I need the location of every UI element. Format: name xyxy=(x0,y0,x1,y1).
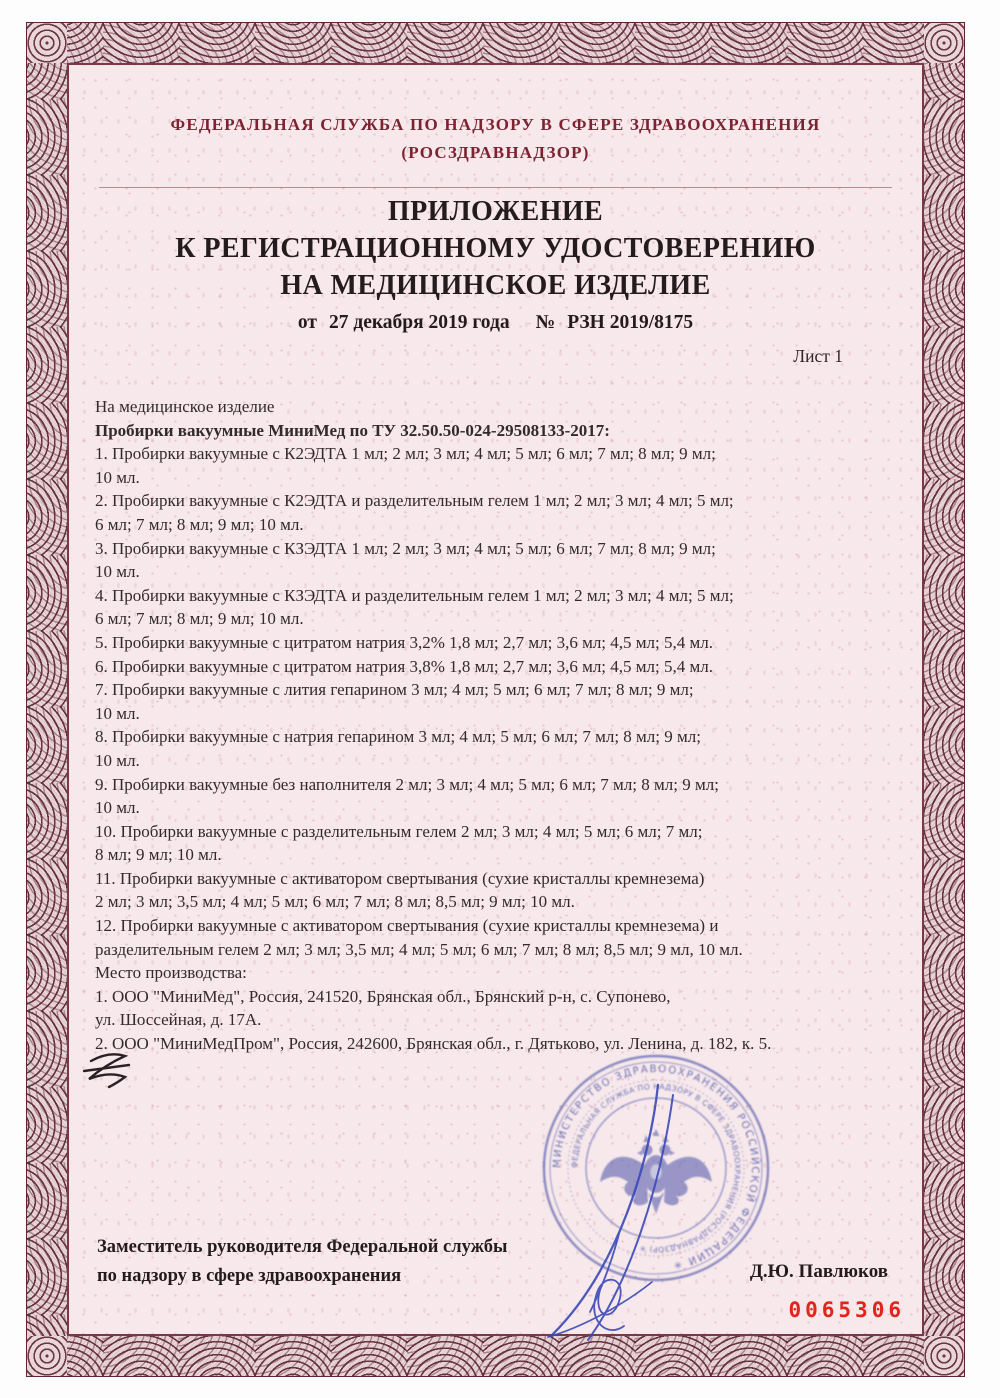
guilloche-border-left xyxy=(27,23,67,1376)
body-text-line: 10 мл. xyxy=(95,798,140,818)
header-divider xyxy=(99,187,892,188)
body-text-line: 6. Пробирки вакуумные с цитратом натрия 3,8% 1,8 мл; 2,7 мл; 3,6 мл; 4,5 мл; 5,4 мл. xyxy=(95,656,713,676)
signer-name: Д.Ю. Павлюков xyxy=(749,1261,888,1282)
title-line-3: НА МЕДИЦИНСКОЕ ИЗДЕЛИЕ xyxy=(280,270,711,301)
signer-position-line-2: по надзору в сфере здравоохранения xyxy=(97,1265,402,1286)
signature-ink xyxy=(500,1040,720,1370)
body-text-line: 1. ООО "МиниМед", Россия, 241520, Брянская обл., Брянский р-н, с. Супонево, xyxy=(95,986,671,1006)
doc-title xyxy=(69,193,922,304)
body-text-line: 5. Пробирки вакуумные с цитратом натрия 3,2% 1,8 мл; 2,7 мл; 3,6 мл; 4,5 мл; 5,4 мл. xyxy=(95,632,713,652)
issuing-authority xyxy=(69,111,922,167)
signer-position-line-1: Заместитель руководителя Федеральной службы xyxy=(97,1237,508,1257)
guilloche-corner-top-right xyxy=(924,23,964,63)
body-text-line: 8 мл; 9 мл; 10 мл. xyxy=(95,845,222,865)
number-value: РЗН 2019/8175 xyxy=(567,312,694,333)
body-text-line: 8. Пробирки вакуумные с натрия гепарином 3 мл; 4 мл; 5 мл; 6 мл; 7 мл; 8 мл; 9 мл; xyxy=(95,727,701,747)
body-text-line: 10. Пробирки вакуумные с разделительным гелем 2 мл; 3 мл; 4 мл; 5 мл; 6 мл; 7 мл; xyxy=(95,821,703,841)
guilloche-border-top xyxy=(27,23,964,63)
date-number-line xyxy=(69,312,922,334)
org-name: ФЕДЕРАЛЬНАЯ СЛУЖБА ПО НАДЗОРУ В СФЕРЕ ЗДРАВООХРАНЕНИЯ xyxy=(170,115,821,134)
inner-sheet xyxy=(67,63,924,1336)
body-text-line: 12. Пробирки вакуумные с активатором свертывания (сухие кристаллы кремнезема) и xyxy=(95,916,719,936)
body-text-line: Пробирки вакуумные МиниМед по ТУ 32.50.50-024-29508133-2017: xyxy=(95,420,610,440)
date-label: от xyxy=(297,312,317,333)
body-text-line: 4. Пробирки вакуумные с КЗЭДТА и разделительным гелем 1 мл; 2 мл; 3 мл; 4 мл; 5 мл; xyxy=(95,585,734,605)
body-text-line: 1. Пробирки вакуумные с К2ЭДТА 1 мл; 2 мл; 3 мл; 4 мл; 5 мл; 6 мл; 7 мл; 8 мл; 9 мл; xyxy=(95,444,716,464)
body-text-line: 10 мл. xyxy=(95,750,140,770)
guilloche-corner-bottom-right xyxy=(924,1336,964,1376)
stamp-inner-text: ФЕДЕРАЛЬНАЯ СЛУЖБА ПО НАДЗОРУ В СФЕРЕ ЗДРАВООХРАНЕНИЯ (РОСЗДРАВНАДЗОР) ✳ xyxy=(569,1081,743,1255)
body-text-line: разделительным гелем 2 мл; 3 мл; 3,5 мл; 4 мл; 5 мл; 6 мл; 7 мл; 8 мл; 8,5 мл; 9 мл, 10 мл. xyxy=(95,939,743,959)
title-line-2: К РЕГИСТРАЦИОННОМУ УДОСТОВЕРЕНИЮ xyxy=(175,233,816,264)
guilloche-border xyxy=(26,22,965,1377)
org-short-name: (РОСЗДРАВНАДЗОР) xyxy=(401,143,590,162)
guilloche-border-bottom xyxy=(27,1336,964,1376)
body-text-line: 9. Пробирки вакуумные без наполнителя 2 мл; 3 мл; 4 мл; 5 мл; 6 мл; 7 мл; 8 мл; 9 мл; xyxy=(95,774,719,794)
body-text-line: 7. Пробирки вакуумные с лития гепарином 3 мл; 4 мл; 5 мл; 6 мл; 7 мл; 8 мл; 9 мл; xyxy=(95,680,694,700)
signer-position xyxy=(97,1233,507,1290)
stamp-outer-text: МИНИСТЕРСТВО ЗДРАВООХРАНЕНИЯ РОССИЙСКОЙ ФЕДЕРАЦИИ ✳ xyxy=(551,1063,761,1271)
body-text-line: 10 мл. xyxy=(95,467,140,487)
handwritten-mark xyxy=(79,1047,139,1105)
guilloche-corner-bottom-left xyxy=(27,1336,67,1376)
body-text-line: 3. Пробирки вакуумные с КЗЭДТА 1 мл; 2 мл; 3 мл; 4 мл; 5 мл; 6 мл; 7 мл; 8 мл; 9 мл; xyxy=(95,538,716,558)
body-text-line: 10 мл. xyxy=(95,703,140,723)
body-text-line: Место производства: xyxy=(95,963,247,983)
body-text-line: На медицинское изделие xyxy=(95,397,275,416)
body-text-line: 6 мл; 7 мл; 8 мл; 9 мл; 10 мл. xyxy=(95,609,304,629)
body-text-line: ул. Шоссейная, д. 17А. xyxy=(95,1010,262,1030)
body-text-line: 6 мл; 7 мл; 8 мл; 9 мл; 10 мл. xyxy=(95,514,304,534)
body-text-line: 2. ООО "МиниМедПром", Россия, 242600, Брянская обл., г. Дятьково, ул. Ленина, д. 182, к. 5. xyxy=(95,1034,772,1054)
body-text-line: 10 мл. xyxy=(95,562,140,582)
guilloche-corner-top-left xyxy=(27,23,67,63)
body-text-line: 2. Пробирки вакуумные с К2ЭДТА и разделительным гелем 1 мл; 2 мл; 3 мл; 4 мл; 5 мл; xyxy=(95,491,734,511)
title-line-1: ПРИЛОЖЕНИЕ xyxy=(387,196,604,227)
guilloche-border-right xyxy=(924,23,964,1376)
date-value: 27 декабря 2019 года xyxy=(328,312,510,333)
number-label: № xyxy=(535,312,556,333)
body-text-line: 2 мл; 3 мл; 3,5 мл; 4 мл; 5 мл; 6 мл; 7 мл; 8 мл; 8,5 мл; 9 мл; 10 мл. xyxy=(95,892,575,912)
body-text-line: 11. Пробирки вакуумные с активатором свертывания (сухие кристаллы кремнезема) xyxy=(95,868,705,888)
serial-number: 0065306 xyxy=(788,1298,905,1322)
sheet-label: Лист 1 xyxy=(793,346,843,366)
body-text xyxy=(95,395,904,1056)
